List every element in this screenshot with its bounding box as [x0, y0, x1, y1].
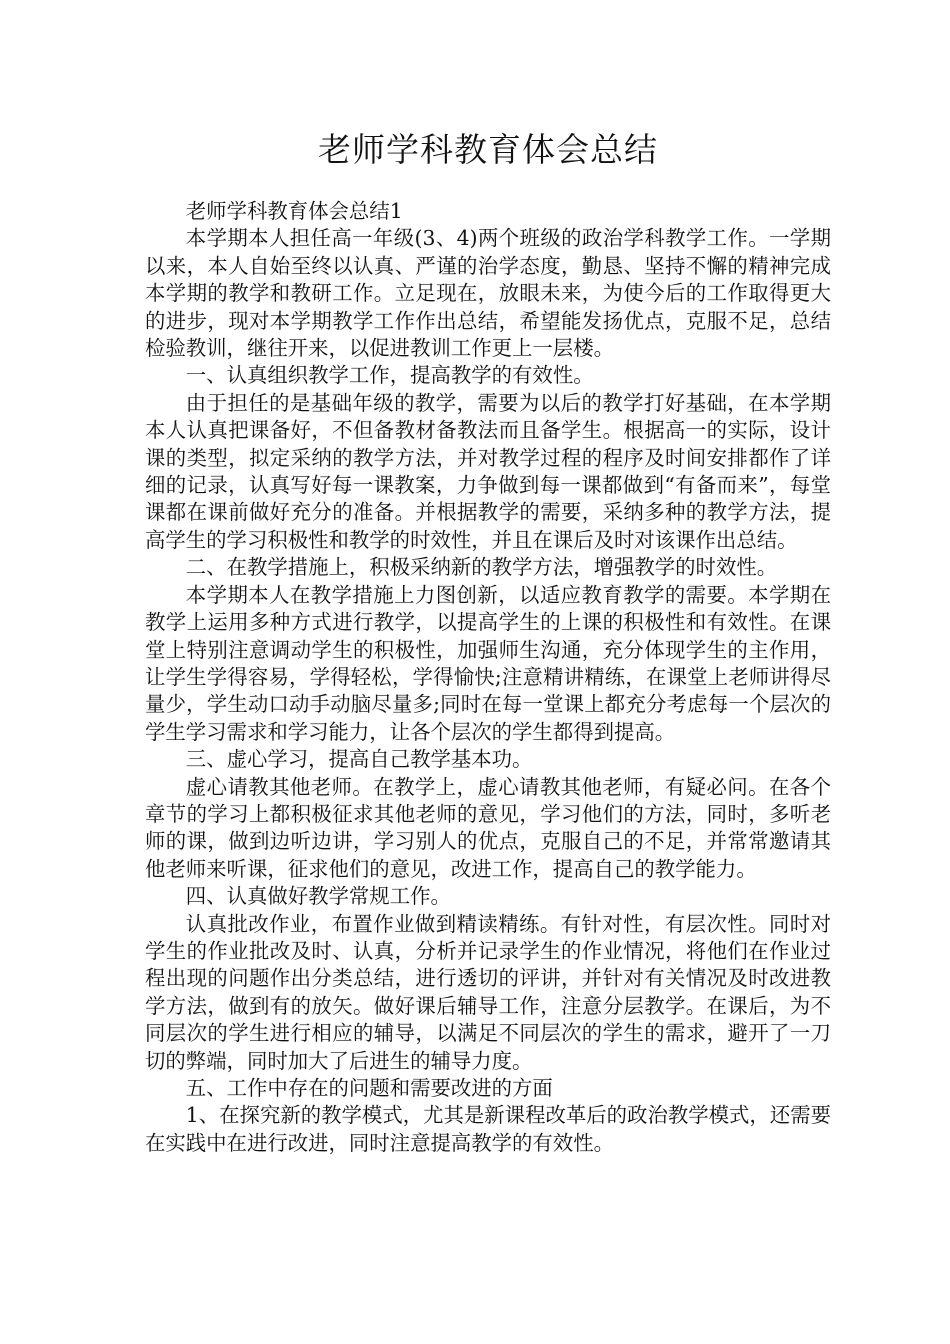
section-heading: 五、工作中存在的问题和需要改进的方面	[185, 1076, 553, 1100]
document-body	[145, 198, 831, 1157]
section-heading: 四、认真做好教学常规工作。	[185, 884, 451, 909]
section-heading: 一、认真组织教学工作，提高教学的有效性。	[185, 363, 594, 388]
intro-paragraph: 本学期本人担任高一年级(3、4)两个班级的政治学科教学工作。一学期以来，本人自始至终以认真、严谨的治学态度，勤恳、坚持不懈的精神完成本学期的教学和教研工作。立足现在，放眼未来，为使今后的工作取得更大的进步，现对本学期教学工作作出总结，希望能发扬优点，克服不足，总结检验教训，继往开来，以促进教训工作更上一层楼。	[145, 226, 831, 361]
body-paragraph: 本学期本人在教学措施上力图创新，以适应教育教学的需要。本学期在教学上运用多种方式进行教学，以提高学生的上课的积极性和有效性。在课堂上特别注意调动学生的积极性，加强师生沟通，充分体现学生的主作用，让学生学得容易，学得轻松，学得愉快;注意精讲精练，在课堂上老师讲得尽量少，学生动口动手动脑尽量多;同时在每一堂课上都充分考虑每一个层次的学生学习需求和学习能力，让各个层次的学生都得到提高。	[145, 582, 831, 744]
document-page	[145, 128, 831, 1157]
document-title: 老师学科教育体会总结	[318, 130, 658, 169]
section-heading: 三、虚心学习，提高自己教学基本功。	[185, 747, 533, 772]
body-paragraph: 虚心请教其他老师。在教学上，虚心请教其他老师，有疑必问。在各个章节的学习上都积极征求其他老师的意见，学习他们的方法，同时，多听老师的课，做到边听边讲，学习别人的优点，克服自己的不足，并常常邀请其他老师来听课，征求他们的意见，改进工作，提高自己的教学能力。	[145, 774, 831, 881]
body-paragraph: 1、在探究新的教学模式，尤其是新课程改革后的政治教学模式，还需要在实践中在进行改进，同时注意提高教学的有效性。	[145, 1103, 831, 1155]
section-heading: 二、在教学措施上，积极采纳新的教学方法，增强教学的时效性。	[185, 555, 778, 580]
body-paragraph: 由于担任的是基础年级的教学，需要为以后的教学打好基础，在本学期本人认真把课备好，不但备教材备教法而且备学生。根据高一的实际，设计课的类型，拟定采纳的教学方法，并对教学过程的程序及时间安排都作了详细的记录，认真写好每一课教案，力争做到每一课都做到“有备而来”，每堂课都在课前做好充分的准备。并根据教学的需要，采纳多种的教学方法，提高学生的学习积极性和教学的时效性，并且在课后及时对该课作出总结。	[145, 390, 831, 552]
subtitle-paragraph: 老师学科教育体会总结1	[185, 199, 403, 223]
body-paragraph: 认真批改作业，布置作业做到精读精练。有针对性，有层次性。同时对学生的作业批改及时、认真，分析并记录学生的作业情况，将他们在作业过程出现的问题作出分类总结，进行透切的评讲，并针对有关情况及时改进教学方法，做到有的放矢。做好课后辅导工作，注意分层教学。在课后，为不同层次的学生进行相应的辅导，以满足不同层次的学生的需求，避开了一刀切的弊端，同时加大了后进生的辅导力度。	[145, 911, 831, 1073]
